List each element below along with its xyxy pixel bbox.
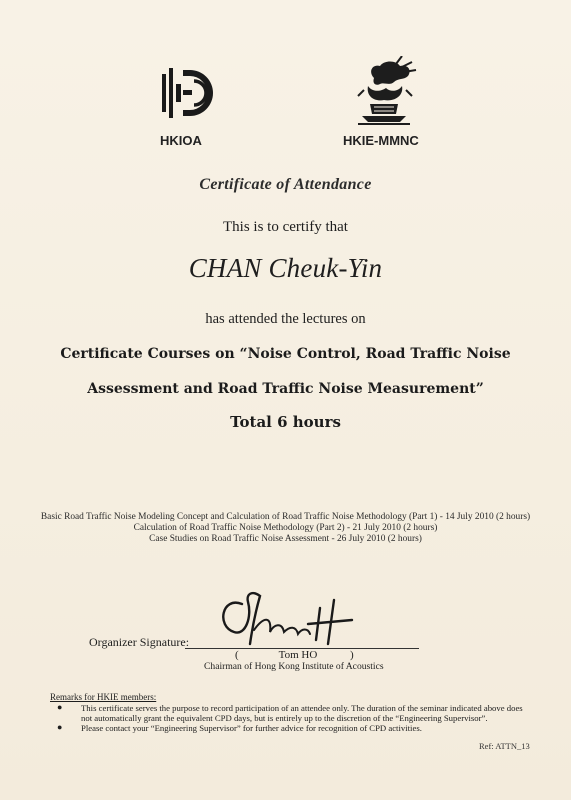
bullet-icon: ● — [57, 702, 63, 712]
signer-title: Chairman of Hong Kong Institute of Acoustics — [204, 661, 384, 672]
organizer-signature-label: Organizer Signature: — [89, 635, 190, 649]
session-line: Calculation of Road Traffic Noise Methodology (Part 2) - 21 July 2010 (2 hours) — [133, 523, 438, 533]
session-line: Basic Road Traffic Noise Modeling Concept and Calculation of Road Traffic Noise Methodology (Part 1) - 14 July 2010 (2 hours) — [40, 512, 531, 522]
hkie-dragon-crest-icon — [350, 56, 418, 128]
handwritten-signature — [212, 586, 362, 652]
hkioa-label: HKIOA — [160, 133, 202, 148]
remark-item: This certificate serves the purpose to record participation of an attendee only. The duration of the seminar indicated above does not automatically grant the equivalent CPD days, but is entirely up to the discretion of the “Engineering Supervisor”. — [81, 703, 523, 723]
session-line: Case Studies on Road Traffic Noise Assessment - 26 July 2010 (2 hours) — [149, 534, 422, 544]
signer-paren-close: ) — [350, 649, 354, 661]
signer-name: Tom HO — [278, 649, 318, 661]
attendee-name: CHAN Cheuk-Yin — [188, 253, 383, 283]
hkioa-logo-icon — [150, 62, 220, 124]
remarks-title: Remarks for HKIE members: — [50, 692, 157, 702]
attended-line: has attended the lectures on — [205, 311, 366, 327]
signer-paren-open: ( — [235, 649, 239, 661]
bullet-icon: ● — [57, 722, 63, 732]
course-title-line-1: Certificate Courses on “Noise Control, Road Traffic Noise — [60, 346, 511, 362]
remark-item: Please contact your “Engineering Supervisor” for further advice for recognition of CPD activities. — [81, 723, 422, 733]
certify-line: This is to certify that — [223, 219, 348, 235]
course-title-line-2: Assessment and Road Traffic Noise Measurement” — [87, 381, 484, 397]
total-hours: Total 6 hours — [230, 413, 341, 431]
reference-code: Ref: ATTN_13 — [479, 741, 530, 751]
hkie-mmnc-label: HKIE-MMNC — [343, 133, 419, 148]
certificate-title: Certificate of Attendance — [199, 176, 372, 193]
